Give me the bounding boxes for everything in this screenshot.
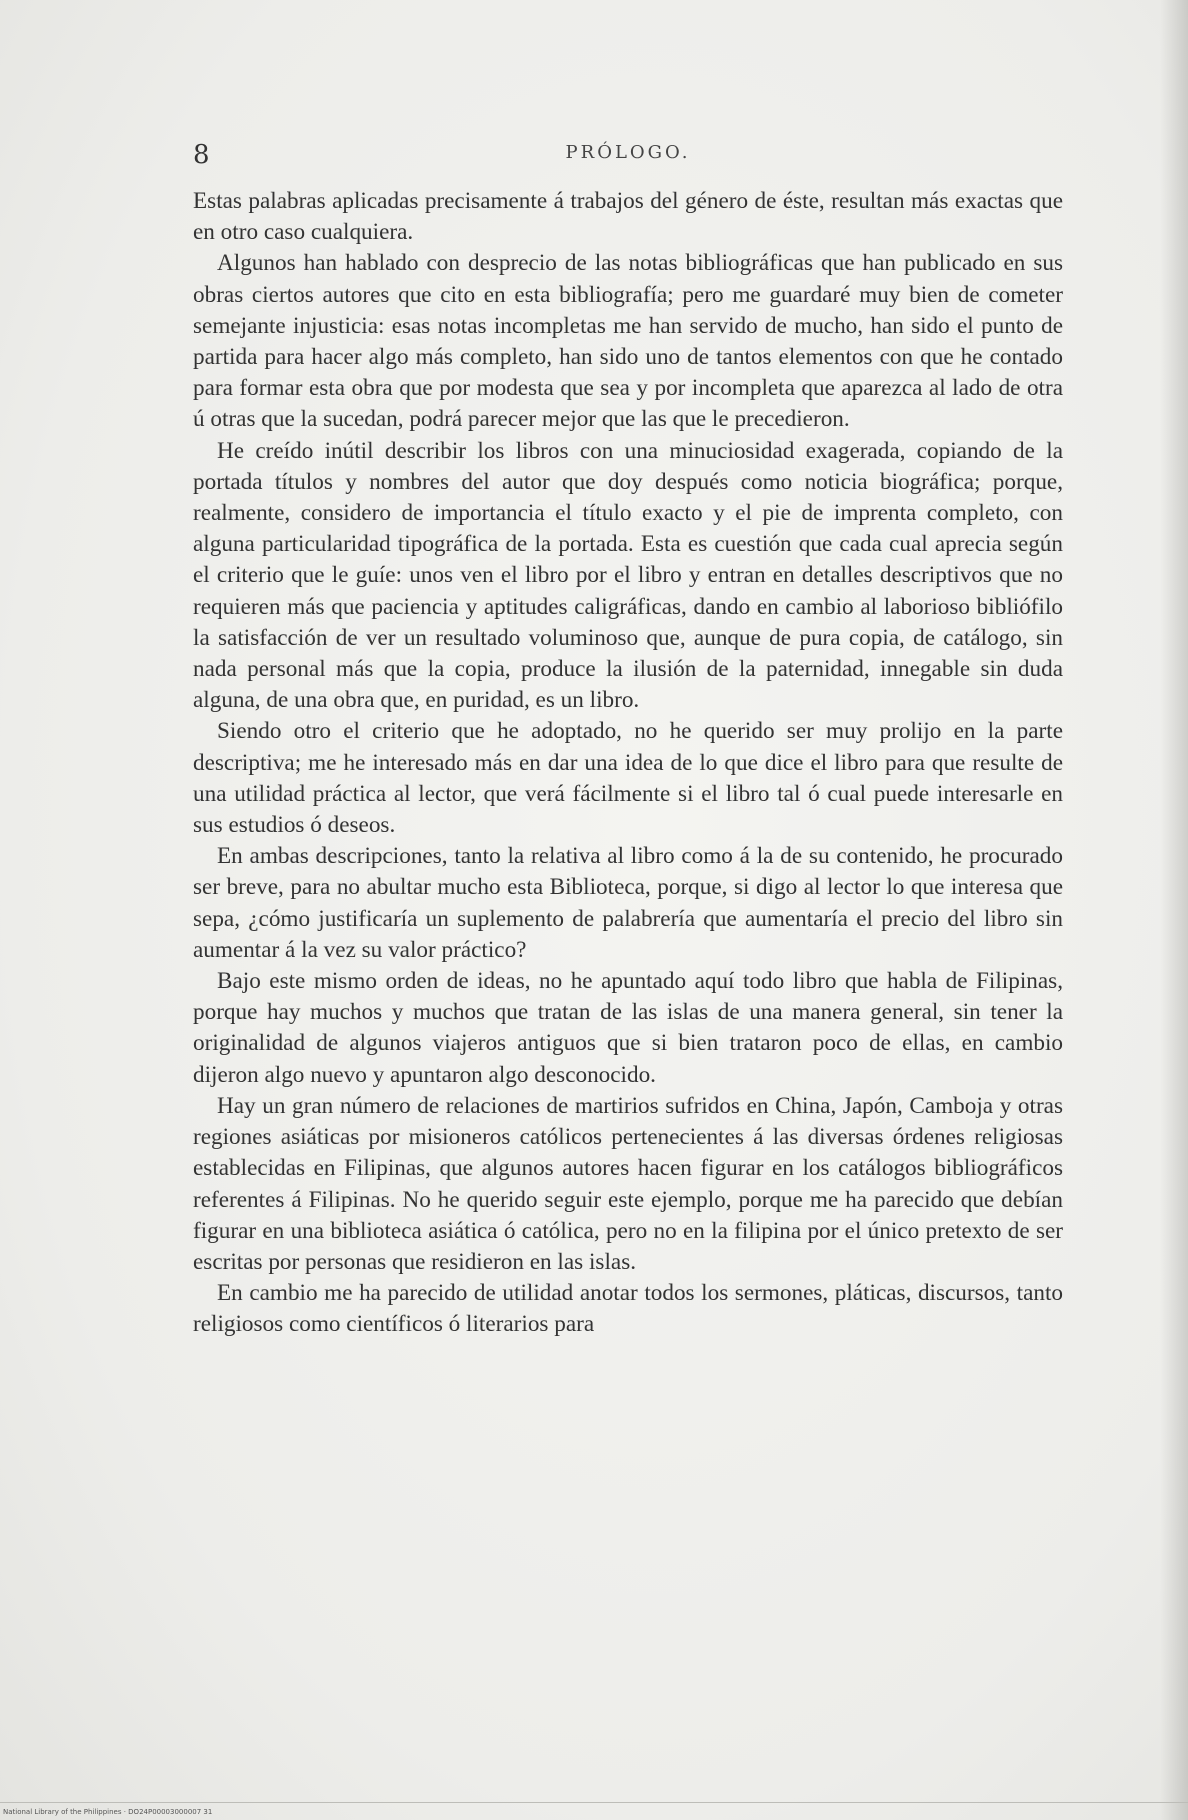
paragraph: Siendo otro el criterio que he adoptado, no he querido ser muy prolijo en la parte descriptiva; me he interesado más en dar una idea de lo que dice el libro para que resulte de una utilidad práctica al lector, que verá fácilmente si el libro tal ó cual puede interesarle en sus estudios ó deseos. [193,718,1063,839]
paragraph: En cambio me ha parecido de utilidad anotar todos los sermones, pláticas, discursos, tanto religiosos como científicos ó literarios para [193,1280,1063,1338]
page-number: 8 [193,140,210,170]
scan-footer-note: National Library of the Philippines · DO24P00003000007 31 [3,1808,213,1816]
paragraph: Bajo este mismo orden de ideas, no he apuntado aquí todo libro que habla de Filipinas, porque hay muchos y muchos que tratan de las islas de una manera general, sin tener la originalidad de algunos viajeros antiguos que si bien trataron poco de ellas, en cambio dijeron algo nuevo y apuntaron algo desconocido. [193,968,1063,1088]
paragraph: Algunos han hablado con desprecio de las notas bibliográficas que han publicado en sus obras ciertos autores que cito en esta bibliografía; pero me guardaré muy bien de cometer semejante injusticia: esas notas incompletas me han servido de mucho, han sido el punto de partida para hacer algo más completo, han sido uno de tantos elementos con que he contado para formar esta obra que por modesta que sea y por incompleta que aparezca al lado de otra ú otras que la sucedan, podrá parecer mejor que las que le precedieron. [193,250,1063,433]
body-text [193,186,1063,1341]
page-edge-shadow [1160,0,1188,1820]
paragraph: He creído inútil describir los libros con una minuciosidad exagerada, copiando de la portada títulos y nombres del autor que doy después como noticia biográfica; porque, realmente, considero de importancia el título exacto y el pie de imprenta completo, con alguna particularidad tipográfica de la portada. Esta es cuestión que cada cual aprecia según el criterio que le guíe: unos ven el libro por el libro y entran en detalles descriptivos que no requieren más que paciencia y aptitudes caligráficas, dando en cambio al laborioso bibliófilo la satisfacción de ver un resultado voluminoso que, aunque de pura copia, de catálogo, sin nada personal más que la copia, produce la ilusión de la paternidad, innegable sin duda alguna, de una obra que, en puridad, es un libro. [193,437,1063,714]
page-header [193,140,1063,172]
running-title: PRÓLOGO. [565,142,691,163]
scan-footer-divider [0,1802,1188,1803]
paragraph: Hay un gran número de relaciones de martirios sufridos en China, Japón, Camboja y otras regiones asiáticas por misioneros católicos pertenecientes á las diversas órdenes religiosas establecidas en Filipinas, que algunos autores hacen figurar en los catálogos bibliográficos referentes á Filipinas. No he querido seguir este ejemplo, porque me ha parecido que debían figurar en una biblioteca asiática ó católica, pero no en la filipina por el único pretexto de ser escritas por personas que residieron en las islas. [193,1092,1063,1275]
paragraph: En ambas descripciones, tanto la relativa al libro como á la de su contenido, he procurado ser breve, para no abultar mucho esta Biblioteca, porque, si digo al lector lo que interesa que sepa, ¿cómo justificaría un suplemento de palabrería que aumentaría el precio del libro sin aumentar á la vez su valor práctico? [193,843,1063,963]
paragraph: Estas palabras aplicadas precisamente á trabajos del género de éste, resultan más exactas que en otro caso cualquiera. [193,188,1063,246]
